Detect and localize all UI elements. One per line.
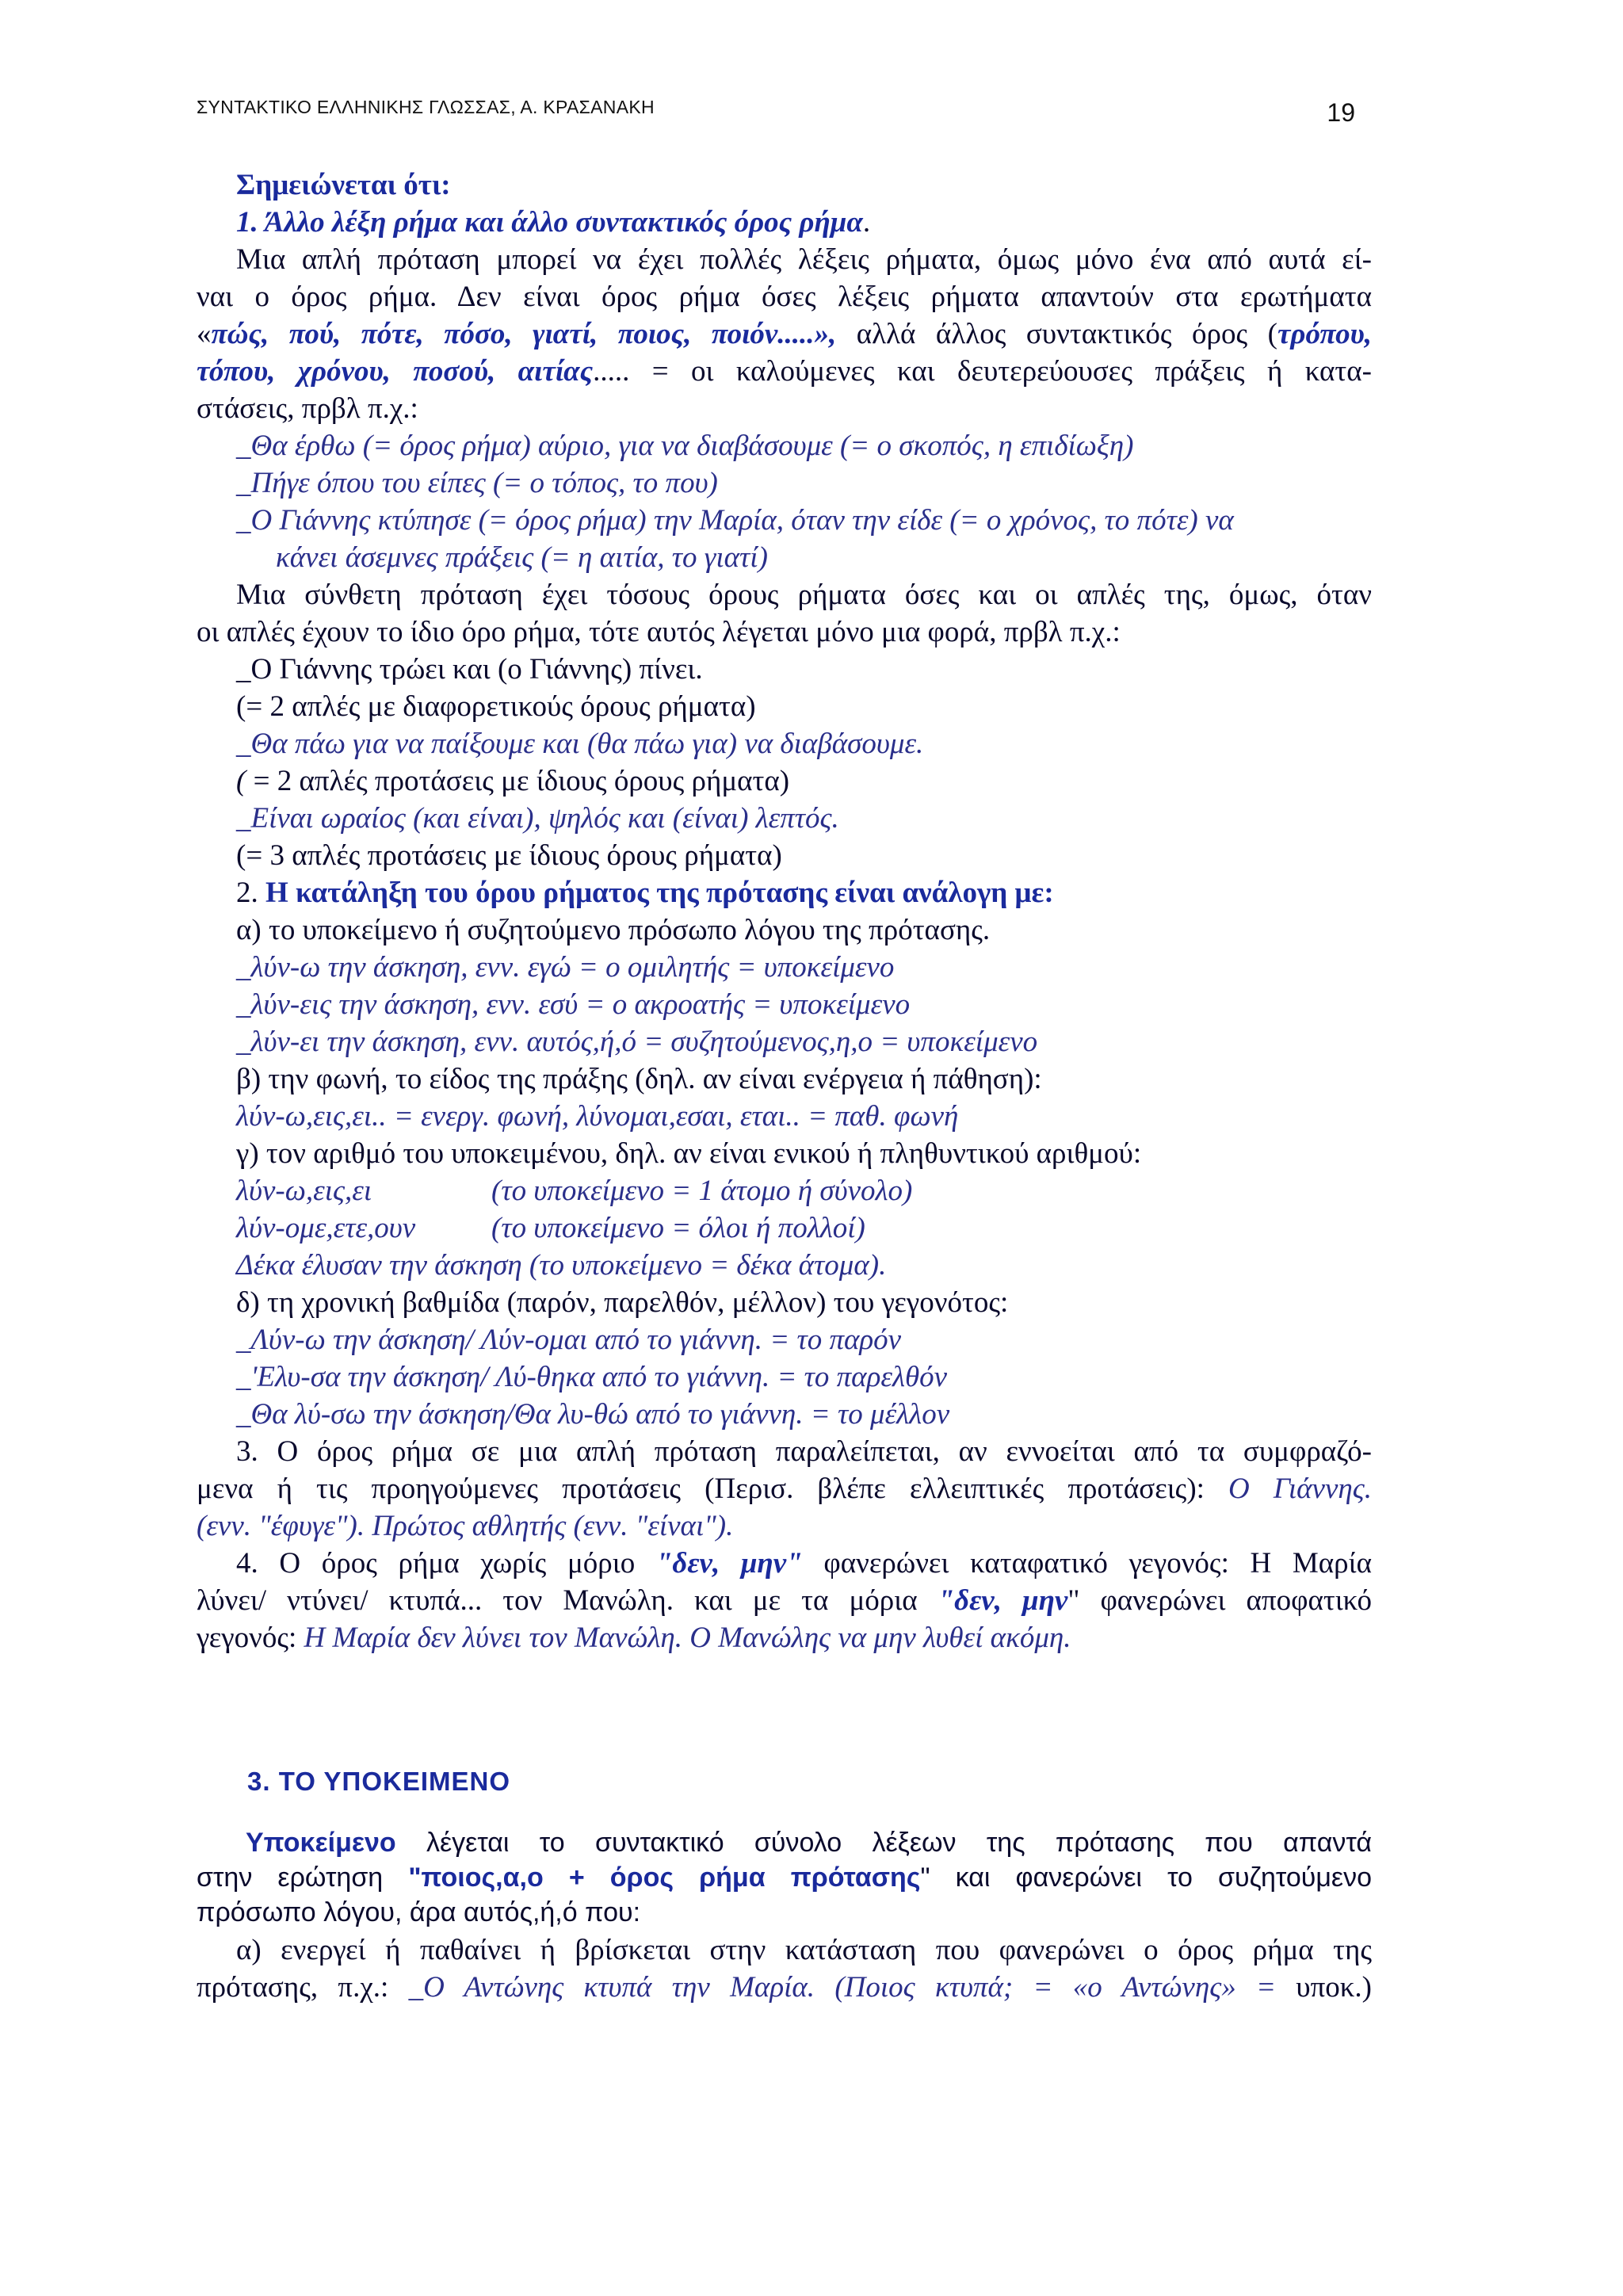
example-line: _Θα λύ-σω την άσκηση/Θα λυ-θώ από το γιάννη. = το μέλλον <box>236 1398 950 1431</box>
emphasis-span: "δεν, μην" <box>655 1547 803 1580</box>
text-line: Μια σύνθετη πρόταση έχει τόσους όρους ρήματα όσες και οι απλές της, όμως, όταν <box>236 579 1372 611</box>
text-span: " φανερώνει αποφατικό <box>1067 1584 1372 1617</box>
example-line: _Λύν-ω την άσκηση/ Λύν-ομαι από το γιάννη. = το παρόν <box>236 1324 902 1356</box>
example-line: _Είναι ωραίος (και είναι), ψηλός και (είναι) λεπτός. <box>236 802 839 835</box>
text-line: 3. Ο όρος ρήμα σε μια απλή πρόταση παραλείπεται, αν εννοείται από τα συμφραζό- <box>236 1435 1372 1468</box>
text-line <box>197 1860 1372 1895</box>
note-title: Σημειώνεται ότι: <box>236 169 451 201</box>
text-line: ναι ο όρος ρήμα. Δεν είναι όρος ρήμα όσες λέξεις ρήματα απαντούν στα ερωτήματα <box>197 281 1372 313</box>
text-line <box>197 1583 1372 1619</box>
section-heading: 3. ΤΟ ΥΠΟΚΕΙΜΕΝΟ <box>247 1767 511 1796</box>
text-line: (ενν. "έφυγε"). Πρώτος αθλητής (ενν. "είναι"). <box>197 1510 734 1542</box>
text-line: πρόσωπο λόγου, άρα αυτός,ή,ό που: <box>197 1897 641 1927</box>
point-1-heading-dot: . <box>862 206 871 239</box>
example-note: (= 3 απλές προτάσεις με ίδιους όρους ρήματα) <box>236 839 782 872</box>
emphasis-span: πώς, πού, πότε, πόσο, γιατί, ποιος, ποιόν.....», <box>211 318 837 350</box>
example-line: λύν-ω,εις,ει <box>236 1175 372 1207</box>
example-note <box>236 763 789 800</box>
text-line: γ) τον αριθμό του υποκειμένου, δηλ. αν είναι ενικού ή πληθυντικού αριθμού: <box>236 1137 1142 1170</box>
example-line: κάνει άσεμνες πράξεις (= η αιτία, το γιατί) <box>276 541 768 574</box>
text-span: " και φανερώνει το συζητούμενο <box>920 1862 1372 1893</box>
text-line: οι απλές έχουν το ίδιο όρο ρήμα, τότε αυτός λέγεται μόνο μια φορά, πρβλ π.χ.: <box>197 616 1121 648</box>
example-line: _λύν-ω την άσκηση, ενν. εγώ = ο ομιλητής = υποκείμενο <box>236 951 895 984</box>
text-line <box>236 1545 1372 1582</box>
example-line: _Θα έρθω (= όρος ρήμα) αύριο, για να διαβάσουμε (= ο σκοπός, η επιδίωξη) <box>236 430 1134 462</box>
text-span: λέγεται το συντακτικό σύνολο λέξεων της πρότασης που απαντά <box>395 1828 1372 1858</box>
example-line: _Πήγε όπου του είπες (= ο τόπος, το που) <box>236 467 718 499</box>
text-span: γεγονός: <box>197 1622 304 1654</box>
text-line: α) ενεργεί ή παθαίνει ή βρίσκεται στην κατάσταση που φανερώνει ο όρος ρήμα της <box>236 1934 1372 1966</box>
emphasis-span: Υποκείμενο <box>246 1828 396 1858</box>
emphasis-span: τόπου, χρόνου, ποσού, αιτίας <box>197 355 594 388</box>
text-line <box>246 1825 1372 1860</box>
text-span: φανερώνει καταφατικό γεγονός: Η Μαρία <box>802 1547 1372 1580</box>
example-line: _'Ελυ-σα την άσκηση/ Λύ-θηκα από το γιάννη. = το παρελθόν <box>236 1361 948 1393</box>
example-note: (= 2 απλές με διαφορετικούς όρους ρήματα) <box>236 690 756 723</box>
example-line: λύν-ω,εις,ει.. = ενεργ. φωνή, λύνομαι,εσαι, εται.. = παθ. φωνή <box>236 1100 959 1133</box>
text-span: ..... = οι καλούμενες και δευτερεύουσες πράξεις ή κατα- <box>593 355 1372 388</box>
text-line: β) την φωνή, το είδος της πράξης (δηλ. αν είναι ενέργεια ή πάθηση): <box>236 1063 1042 1095</box>
example-line: λύν-ομε,ετε,ουν <box>236 1212 416 1244</box>
emphasis-span: Η Μαρία δεν λύνει τον Μανώλη. Ο Μανώλης να μην λυθεί ακόμη. <box>304 1622 1071 1654</box>
text-span: « <box>197 318 212 350</box>
example-line: (το υποκείμενο = όλοι ή πολλοί) <box>491 1212 865 1244</box>
emphasis-span: "δεν, μην <box>938 1584 1068 1617</box>
running-header: ΣΥΝΤΑΚΤΙΚΟ ΕΛΛΗΝΙΚΗΣ ΓΛΩΣΣΑΣ, Α. ΚΡΑΣΑΝΑΚΗ <box>197 97 655 117</box>
text-span: ( <box>236 765 246 797</box>
point-2-heading <box>236 875 1054 911</box>
text-line <box>197 1620 1071 1656</box>
text-span: στην ερώτηση <box>197 1862 409 1893</box>
text-span: 4. Ο όρος ρήμα χωρίς μόριο <box>236 1547 656 1580</box>
example-line: (το υποκείμενο = 1 άτομο ή σύνολο) <box>491 1175 913 1207</box>
text-span: λύνει/ ντύνει/ κτυπά... τον Μανώλη. και με τα μόρια <box>197 1584 938 1617</box>
text-span: μενα ή τις προηγούμενες προτάσεις (Περισ. βλέπε ελλειπτικές προτάσεις): <box>197 1473 1229 1505</box>
emphasis-span: Η κατάληξη του όρου ρήματος της πρότασης είναι ανάλογη με: <box>265 877 1054 909</box>
text-line: δ) τη χρονική βαθμίδα (παρόν, παρελθόν, μέλλον) του γεγονότος: <box>236 1286 1009 1319</box>
text-line <box>197 1969 1372 2006</box>
emphasis-span: τρόπου, <box>1277 318 1372 350</box>
text-span: = 2 απλές προτάσεις με ίδιους όρους ρήματα) <box>246 765 790 797</box>
text-span: πρότασης, π.χ.: <box>197 1971 409 2004</box>
text-line: Μια απλή πρόταση μπορεί να έχει πολλές λέξεις ρήματα, όμως μόνο ένα από αυτά εί- <box>236 243 1372 276</box>
example-line: Δέκα έλυσαν την άσκηση (το υποκείμενο = δέκα άτομα). <box>236 1249 887 1282</box>
point-1-heading-text: 1. Άλλο λέξη ρήμα και άλλο συντακτικός όρος ρήμα <box>236 206 863 239</box>
text-span: αλλά άλλος συντακτικός όρος ( <box>836 318 1277 350</box>
example-line: _λύν-ει την άσκηση, ενν. αυτός,ή,ό = συζητούμενος,η,ο = υποκείμενο <box>236 1026 1038 1058</box>
emphasis-span: _Ο Αντώνης κτυπά την Μαρία. (Ποιος κτυπά; = «ο Αντώνης» = <box>408 1971 1296 2004</box>
emphasis-span: "ποιος,α,ο + όρος ρήμα πρότασης <box>408 1862 921 1893</box>
text-line <box>197 353 1372 390</box>
text-line: στάσεις, πρβλ π.χ.: <box>197 392 418 425</box>
text-span: υποκ.) <box>1296 1971 1372 2004</box>
emphasis-span: Ο Γιάννης. <box>1228 1473 1373 1505</box>
text-line <box>197 1471 1372 1507</box>
example-line: _Θα πάω για να παίξουμε και (θα πάω για) να διαβάσουμε. <box>236 728 924 760</box>
example-line: _Ο Γιάννης τρώει και (ο Γιάννης) πίνει. <box>236 653 703 686</box>
text-line <box>197 316 1372 353</box>
point-1-heading <box>236 204 870 241</box>
text-span: 2. <box>236 877 265 909</box>
example-line: _λύν-εις την άσκηση, ενν. εσύ = ο ακροατής = υποκείμενο <box>236 988 911 1021</box>
page-number: 19 <box>1327 98 1355 127</box>
example-line: _Ο Γιάννης κτύπησε (= όρος ρήμα) την Μαρία, όταν την είδε (= ο χρόνος, το πότε) να <box>236 504 1234 537</box>
text-line: α) το υποκείμενο ή συζητούμενο πρόσωπο λόγου της πρότασης. <box>236 914 991 946</box>
